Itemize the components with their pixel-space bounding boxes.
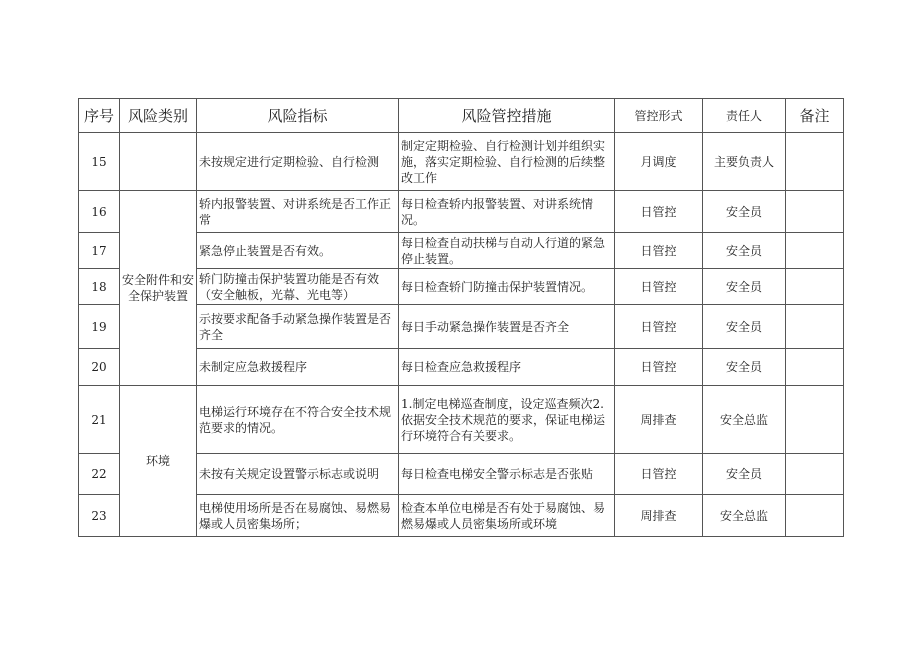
control-form: 日管控: [615, 269, 703, 305]
header-category: 风险类别: [120, 99, 197, 133]
remark: [786, 269, 844, 305]
control-form: 日管控: [615, 233, 703, 269]
header-no: 序号: [79, 99, 120, 133]
remark: [786, 233, 844, 269]
control-measure: 检查本单位电梯是否有处于易腐蚀、易燃易爆或人员密集场所或环境: [399, 495, 615, 537]
control-form: 日管控: [615, 191, 703, 233]
header-indicator: 风险指标: [197, 99, 399, 133]
control-form: 日管控: [615, 349, 703, 386]
responsible-person: 安全员: [703, 454, 786, 495]
header-row: [79, 99, 844, 133]
remark: [786, 495, 844, 537]
responsible-person: 主要负责人: [703, 133, 786, 191]
row-no: 23: [79, 495, 120, 537]
remark: [786, 386, 844, 454]
risk-control-table: [78, 98, 844, 537]
row-no: 16: [79, 191, 120, 233]
responsible-person: 安全员: [703, 305, 786, 349]
remark: [786, 133, 844, 191]
header-measure: 风险管控措施: [399, 99, 615, 133]
control-form: 日管控: [615, 454, 703, 495]
row-no: 15: [79, 133, 120, 191]
remark: [786, 191, 844, 233]
control-form: 周排查: [615, 386, 703, 454]
category-env: 环境: [120, 386, 197, 537]
row-no: 22: [79, 454, 120, 495]
table-row: [79, 133, 844, 191]
control-measure: 每日检查轿门防撞击保护装置情况。: [399, 269, 615, 305]
category-cell-empty: [120, 133, 197, 191]
responsible-person: 安全总监: [703, 495, 786, 537]
risk-indicator: 电梯运行环境存在不符合安全技术规范要求的情况。: [197, 386, 399, 454]
row-no: 21: [79, 386, 120, 454]
responsible-person: 安全总监: [703, 386, 786, 454]
risk-indicator: 示按要求配备手动紧急操作装置是否齐全: [197, 305, 399, 349]
risk-indicator: 未按有关规定设置警示标志或说明: [197, 454, 399, 495]
header-form: 管控形式: [615, 99, 703, 133]
remark: [786, 454, 844, 495]
header-person: 责任人: [703, 99, 786, 133]
remark: [786, 349, 844, 386]
responsible-person: 安全员: [703, 191, 786, 233]
responsible-person: 安全员: [703, 233, 786, 269]
header-remark: 备注: [786, 99, 844, 133]
row-no: 19: [79, 305, 120, 349]
control-form: 月调度: [615, 133, 703, 191]
control-form: 周排查: [615, 495, 703, 537]
control-measure: 每日检查自动扶梯与自动人行道的紧急停止装置。: [399, 233, 615, 269]
control-measure: 每日检查应急救援程序: [399, 349, 615, 386]
remark: [786, 305, 844, 349]
row-no: 18: [79, 269, 120, 305]
table-row: [79, 191, 844, 233]
risk-indicator: 未按规定进行定期检验、自行检测: [197, 133, 399, 191]
control-measure: 制定定期检验、自行检测计划并组织实施，落实定期检验、自行检测的后续整改工作: [399, 133, 615, 191]
risk-indicator: 未制定应急救援程序: [197, 349, 399, 386]
row-no: 17: [79, 233, 120, 269]
table-row: [79, 386, 844, 454]
control-measure: 每日检查轿内报警装置、对讲系统情况。: [399, 191, 615, 233]
control-measure: 每日手动紧急操作装置是否齐全: [399, 305, 615, 349]
control-measure: 每日检查电梯安全警示标志是否张贴: [399, 454, 615, 495]
control-measure: 1.制定电梯巡查制度，设定巡查频次2.依据安全技术规范的要求，保证电梯运行环境符合有关要求。: [399, 386, 615, 454]
risk-indicator: 轿门防撞击保护装置功能是否有效（安全触板，光幕、光电等）: [197, 269, 399, 305]
responsible-person: 安全员: [703, 349, 786, 386]
responsible-person: 安全员: [703, 269, 786, 305]
control-form: 日管控: [615, 305, 703, 349]
risk-indicator: 电梯使用场所是否在易腐蚀、易燃易爆或人员密集场所；: [197, 495, 399, 537]
row-no: 20: [79, 349, 120, 386]
risk-indicator: 轿内报警装置、对讲系统是否工作正常: [197, 191, 399, 233]
risk-indicator: 紧急停止装置是否有效。: [197, 233, 399, 269]
category-safety: 安全附件和安全保护装置: [120, 191, 197, 386]
